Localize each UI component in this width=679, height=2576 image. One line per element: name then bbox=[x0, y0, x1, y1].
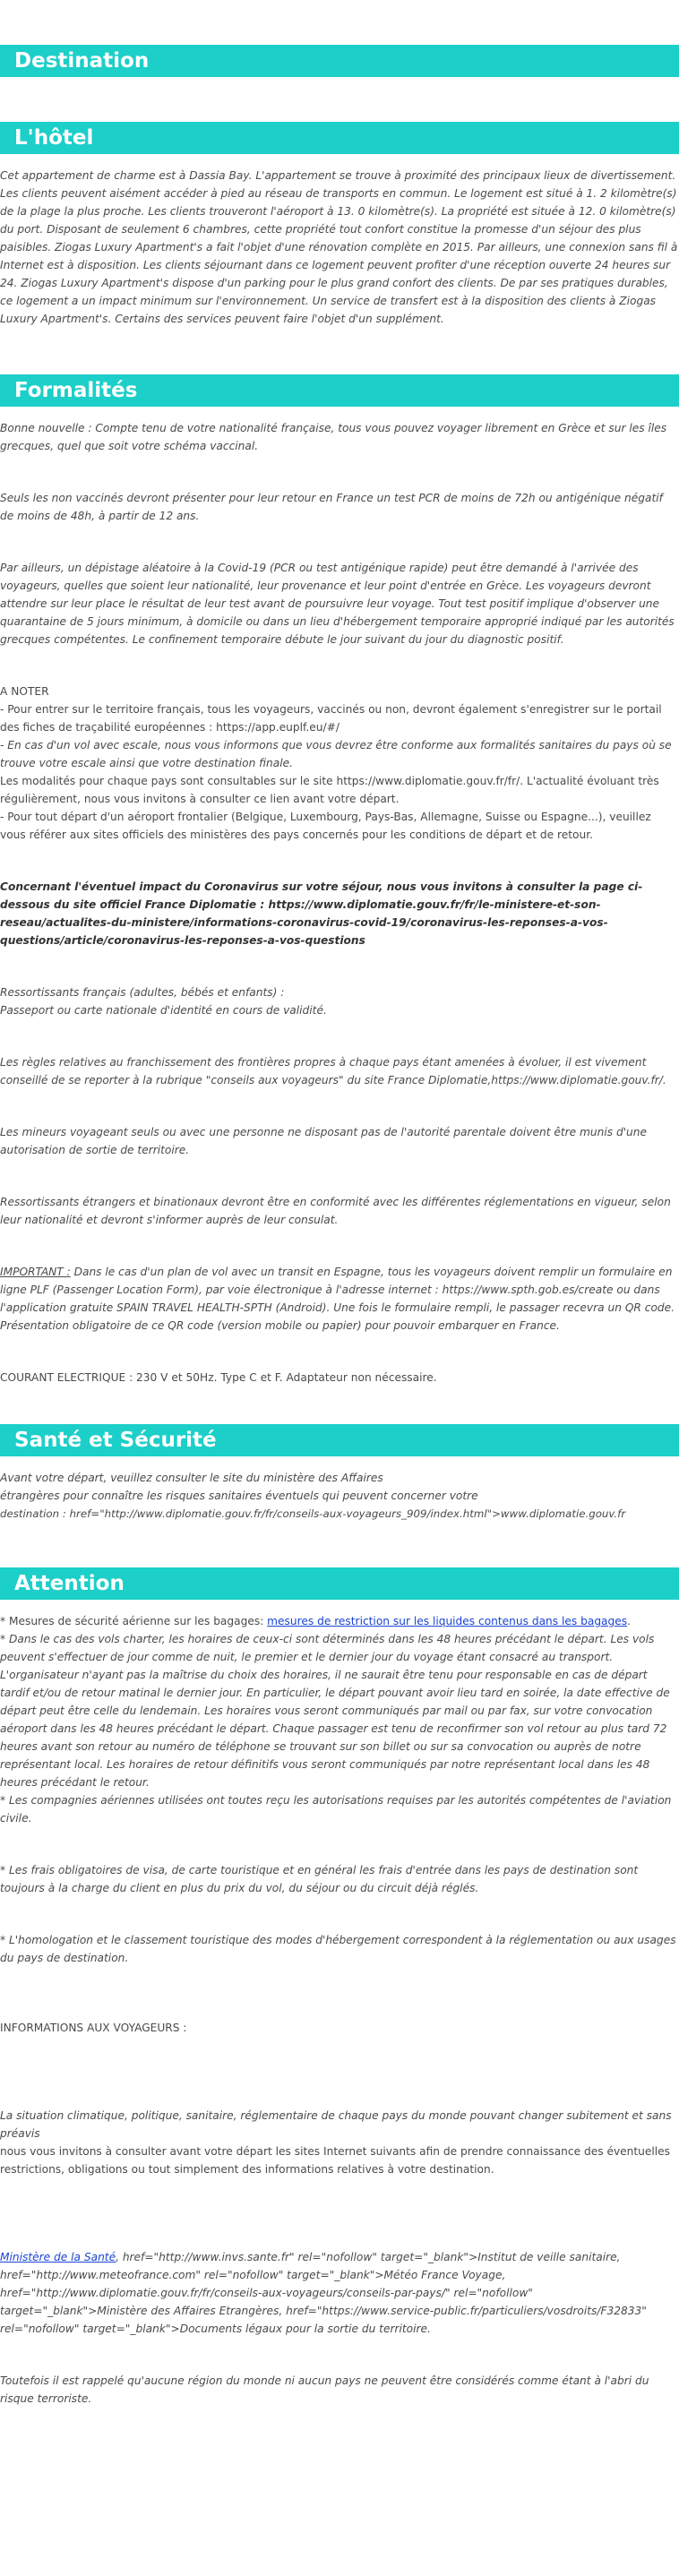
destination-heading: Destination bbox=[0, 45, 679, 77]
sante-section bbox=[0, 1424, 679, 1523]
mineurs: Les mineurs voyageant seuls ou avec une personne ne disposant pas de l'autorité parentale doivent être munis d'une autorisation de sortie de territoire. bbox=[0, 1126, 648, 1156]
etrangers: Ressortissants étrangers et binationaux devront être en conformité avec les différentes réglementations en vigueur, selon leur nationalité et devront s'informer auprès de leur consulat. bbox=[0, 1196, 671, 1226]
compagnies-paragraph: * Les compagnies aériennes utilisées ont toutes reçu les autorisations requises par les autorités compétentes de l'aviation civile. bbox=[0, 1794, 672, 1825]
ministere-sante-link[interactable]: Ministère de la Santé bbox=[0, 2251, 116, 2263]
attention-heading: Attention bbox=[0, 1567, 679, 1600]
important-paragraph bbox=[0, 1263, 679, 1335]
ressortissants-2: Passeport ou carte nationale d'identité en cours de validité. bbox=[0, 1004, 327, 1017]
noter-3: Les modalités pour chaque pays sont consultables sur le site https://www.diplomatie.gouv.fr/fr/. L'actualité évoluant très régulièrement, nous vous invitons à consulter ce lien avant votre départ. bbox=[0, 775, 659, 805]
hotel-description: Cet appartement de charme est à Dassia Bay. L'appartement se trouve à proximité des principaux lieux de divertissement. Les clients peuvent aisément accéder à pied au réseau de transports en commun. Le logement est situé à 1. 2 kilomètre(s) de la plage la plus proche. Les clients trouveront l'aéroport à 13. 0 kilomètre(s). La propriété est située à 12. 0 kilomètre(s) du port. Disposant de seulement 6 chambres, cette propriété tout confort constitue la promesse d'un séjour des plus paisibles. Ziogas Luxury Apartment's a fait l'objet d'une rénovation complète en 2015. Par ailleurs, une connexion sans fil à Internet est à disposition. Les clients séjournant dans ce logement peuvent profiter d'une réception ouverte 24 heures sur 24. Ziogas Luxury Apartment's dispose d'un parking pour le plus grand confort des clients. De par ses pratiques durables, ce logement a un impact minimum sur l'environnement. Un service de transfert est à la disposition des clients à Ziogas Luxury Apartment's. Certains des services peuvent faire l'objet d'un supplément. bbox=[0, 169, 678, 325]
terrorisme-paragraph: Toutefois il est rappelé qu'aucune région du monde ni aucun pays ne peuvent être considérés comme étant à l'abri du risque terroriste. bbox=[0, 2374, 649, 2405]
formalites-p2: Seuls les non vaccinés devront présenter pour leur retour en France un test PCR de moins de 72h ou antigénique négatif de moins de 48h, à partir de 12 ans. bbox=[0, 492, 663, 522]
regles: Les règles relatives au franchissement des frontières propres à chaque pays étant amenées à évoluer, il est vivement conseillé de se reporter à la rubrique "conseils aux voyageurs" du site France Diplomatie,https://www.diplomatie.gouv.fr/. bbox=[0, 1056, 666, 1086]
noter-title: A NOTER bbox=[0, 685, 49, 698]
noter-1: - Pour entrer sur le territoire français, tous les voyageurs, vaccinés ou non, devront également s'enregistrer sur le portail des fiches de traçabilité européennes : https://app.euplf.eu/#/ bbox=[0, 703, 662, 734]
covid-notice: Concernant l'éventuel impact du Coronavirus sur votre séjour, nous vous invitons à consulter la page ci-dessous du site officiel France Diplomatie : https://www.diplomatie.gouv.fr/fr/le-ministere-et-son-reseau/actualites-du-ministere/informations-coronavirus-covid-19/coronavirus-les-reponses-a-vos-questions/article/coronavirus-les-reponses-a-vos-questions bbox=[0, 880, 643, 947]
mesures-restriction-link[interactable]: mesures de restriction sur les liquides contenus dans les bagages bbox=[267, 1615, 628, 1627]
ministere-rest: , href="http://www.invs.sante.fr" rel="nofollow" target="_blank">Institut de veille sanitaire, href="http://www.meteofrance.com" rel="nofollow" target="_blank">Météo France Voyage, href="http://www.diplomatie.gouv.fr/fr/conseils-aux-voyageurs/conseils-par-pays/" rel="nofollow" target="_blank">Ministère des Affaires Etrangères, href="https://www.service-public.fr/particuliers/vosdroits/F32833" rel="nofollow" target="_blank">Documents légaux pour la sortie du territoire. bbox=[0, 2251, 647, 2335]
situation-1: La situation climatique, politique, sanitaire, réglementaire de chaque pays du monde pouvant changer subitement et sans préavis bbox=[0, 2109, 672, 2140]
situation-2: nous vous invitons à consulter avant votre départ les sites Internet suivants afin de prendre connaissance des éventuelles restrictions, obligations ou tout simplement des informations relatives à votre destination. bbox=[0, 2145, 670, 2176]
sante-heading: Santé et Sécurité bbox=[0, 1424, 679, 1456]
formalites-heading: Formalités bbox=[0, 374, 679, 407]
ressortissants-1: Ressortissants français (adultes, bébés et enfants) : bbox=[0, 986, 285, 999]
noter-4: - Pour tout départ d'un aéroport frontalier (Belgique, Luxembourg, Pays-Bas, Allemagne, Suisse ou Espagne...), veuillez vous référer aux sites officiels des ministères des pays concernés pour les conditions de départ et de retour. bbox=[0, 811, 651, 841]
important-label: IMPORTANT : bbox=[0, 1266, 71, 1278]
mesures-suffix: . bbox=[627, 1615, 631, 1627]
important-text: Dans le cas d'un plan de vol avec un transit en Espagne, tous les voyageurs doivent remplir un formulaire en ligne PLF (Passenger Location Form), par voie électronique à l'adresse internet : https://www.spth.gob.es/create ou dans l'application gratuite SPAIN TRAVEL HEALTH-SPTH (Android). Une fois le formulaire rempli, le passager recevra un QR code. Présentation obligatoire de ce QR code (version mobile ou papier) pour pouvoir embarquer en France. bbox=[0, 1266, 675, 1332]
hotel-section bbox=[0, 122, 679, 328]
sante-line1: Avant votre départ, veuillez consulter le site du ministère des Affaires bbox=[0, 1472, 383, 1484]
attention-section bbox=[0, 1567, 679, 2408]
homologation-paragraph: * L'homologation et le classement touristique des modes d'hébergement correspondent à la réglementation ou aux usages du pays de destination. bbox=[0, 1934, 676, 1964]
formalites-p1: Bonne nouvelle : Compte tenu de votre nationalité française, tous vous pouvez voyager librement en Grèce et sur les îles grecques, quel que soit votre schéma vaccinal. bbox=[0, 422, 667, 452]
formalites-section bbox=[0, 374, 679, 1387]
noter-2: - En cas d'un vol avec escale, nous vous informons que vous devrez être conforme aux formalités sanitaires du pays où se trouve votre escale ainsi que votre destination finale. bbox=[0, 739, 672, 769]
destination-section bbox=[0, 45, 679, 77]
frais-paragraph: * Les frais obligatoires de visa, de carte touristique et en général les frais d'entrée dans les pays de destination sont toujours à la charge du client en plus du prix du vol, du séjour ou du circuit déjà réglés. bbox=[0, 1864, 639, 1894]
ministere-paragraph bbox=[0, 2248, 679, 2338]
sante-line3: destination : href="http://www.diplomatie.gouv.fr/fr/conseils-aux-voyageurs_909/index.html">www.diplomatie.gouv.fr bbox=[0, 1507, 626, 1520]
sante-line2: étrangères pour connaître les risques sanitaires éventuels qui peuvent concerner votre bbox=[0, 1490, 478, 1502]
courant-electrique: COURANT ELECTRIQUE : 230 V et 50Hz. Type C et F. Adaptateur non nécessaire. bbox=[0, 1371, 437, 1384]
mesures-prefix: * Mesures de sécurité aérienne sur les bagages: bbox=[0, 1615, 268, 1627]
charter-paragraph: * Dans le cas des vols charter, les horaires de ceux-ci sont déterminés dans les 48 heures précédant le départ. Les vols peuvent s'effectuer de jour comme de nuit, le premier et le dernier jour du voyage étant consacré au transport. L'organisateur n'ayant pas la maîtrise du choix des horaires, il ne saurait être tenu pour responsable en cas de départ tardif et/ou de retour matinal le dernier jour. En particulier, le départ pouvant avoir lieu tard en soirée, la date effective de départ peut être celle du lendemain. Les horaires vous seront communiqués par mail ou par fax, sur votre convocation aéroport dans les 48 heures précédant le départ. Chaque passager est tenu de reconfirmer son vol retour au plus tard 72 heures avant son retour au numéro de téléphone se trouvant sur son billet ou sur sa convocation ou auprès de notre représentant local. Les horaires de retour définitifs vous seront communiqués par notre représentant local dans les 48 heures précédant le retour. bbox=[0, 1633, 670, 1789]
formalites-p3: Par ailleurs, un dépistage aléatoire à la Covid-19 (PCR ou test antigénique rapide) peut être demandé à l'arrivée des voyageurs, quelles que soient leur nationalité, leur provenance et leur point d'entrée en Grèce. Les voyageurs devront attendre sur leur place le résultat de leur test avant de poursuivre leur voyage. Tout test positif implique d'observer une quarantaine de 5 jours minimum, à domicile ou dans un lieu d'hébergement temporaire approprié indiqué par les autorités grecques compétentes. Le confinement temporaire débute le jour suivant du jour du diagnostic positif. bbox=[0, 562, 675, 646]
infos-voyageurs-title: INFORMATIONS AUX VOYAGEURS : bbox=[0, 2022, 187, 2034]
hotel-heading: L'hôtel bbox=[0, 122, 679, 154]
mesures-paragraph bbox=[0, 1612, 679, 1630]
